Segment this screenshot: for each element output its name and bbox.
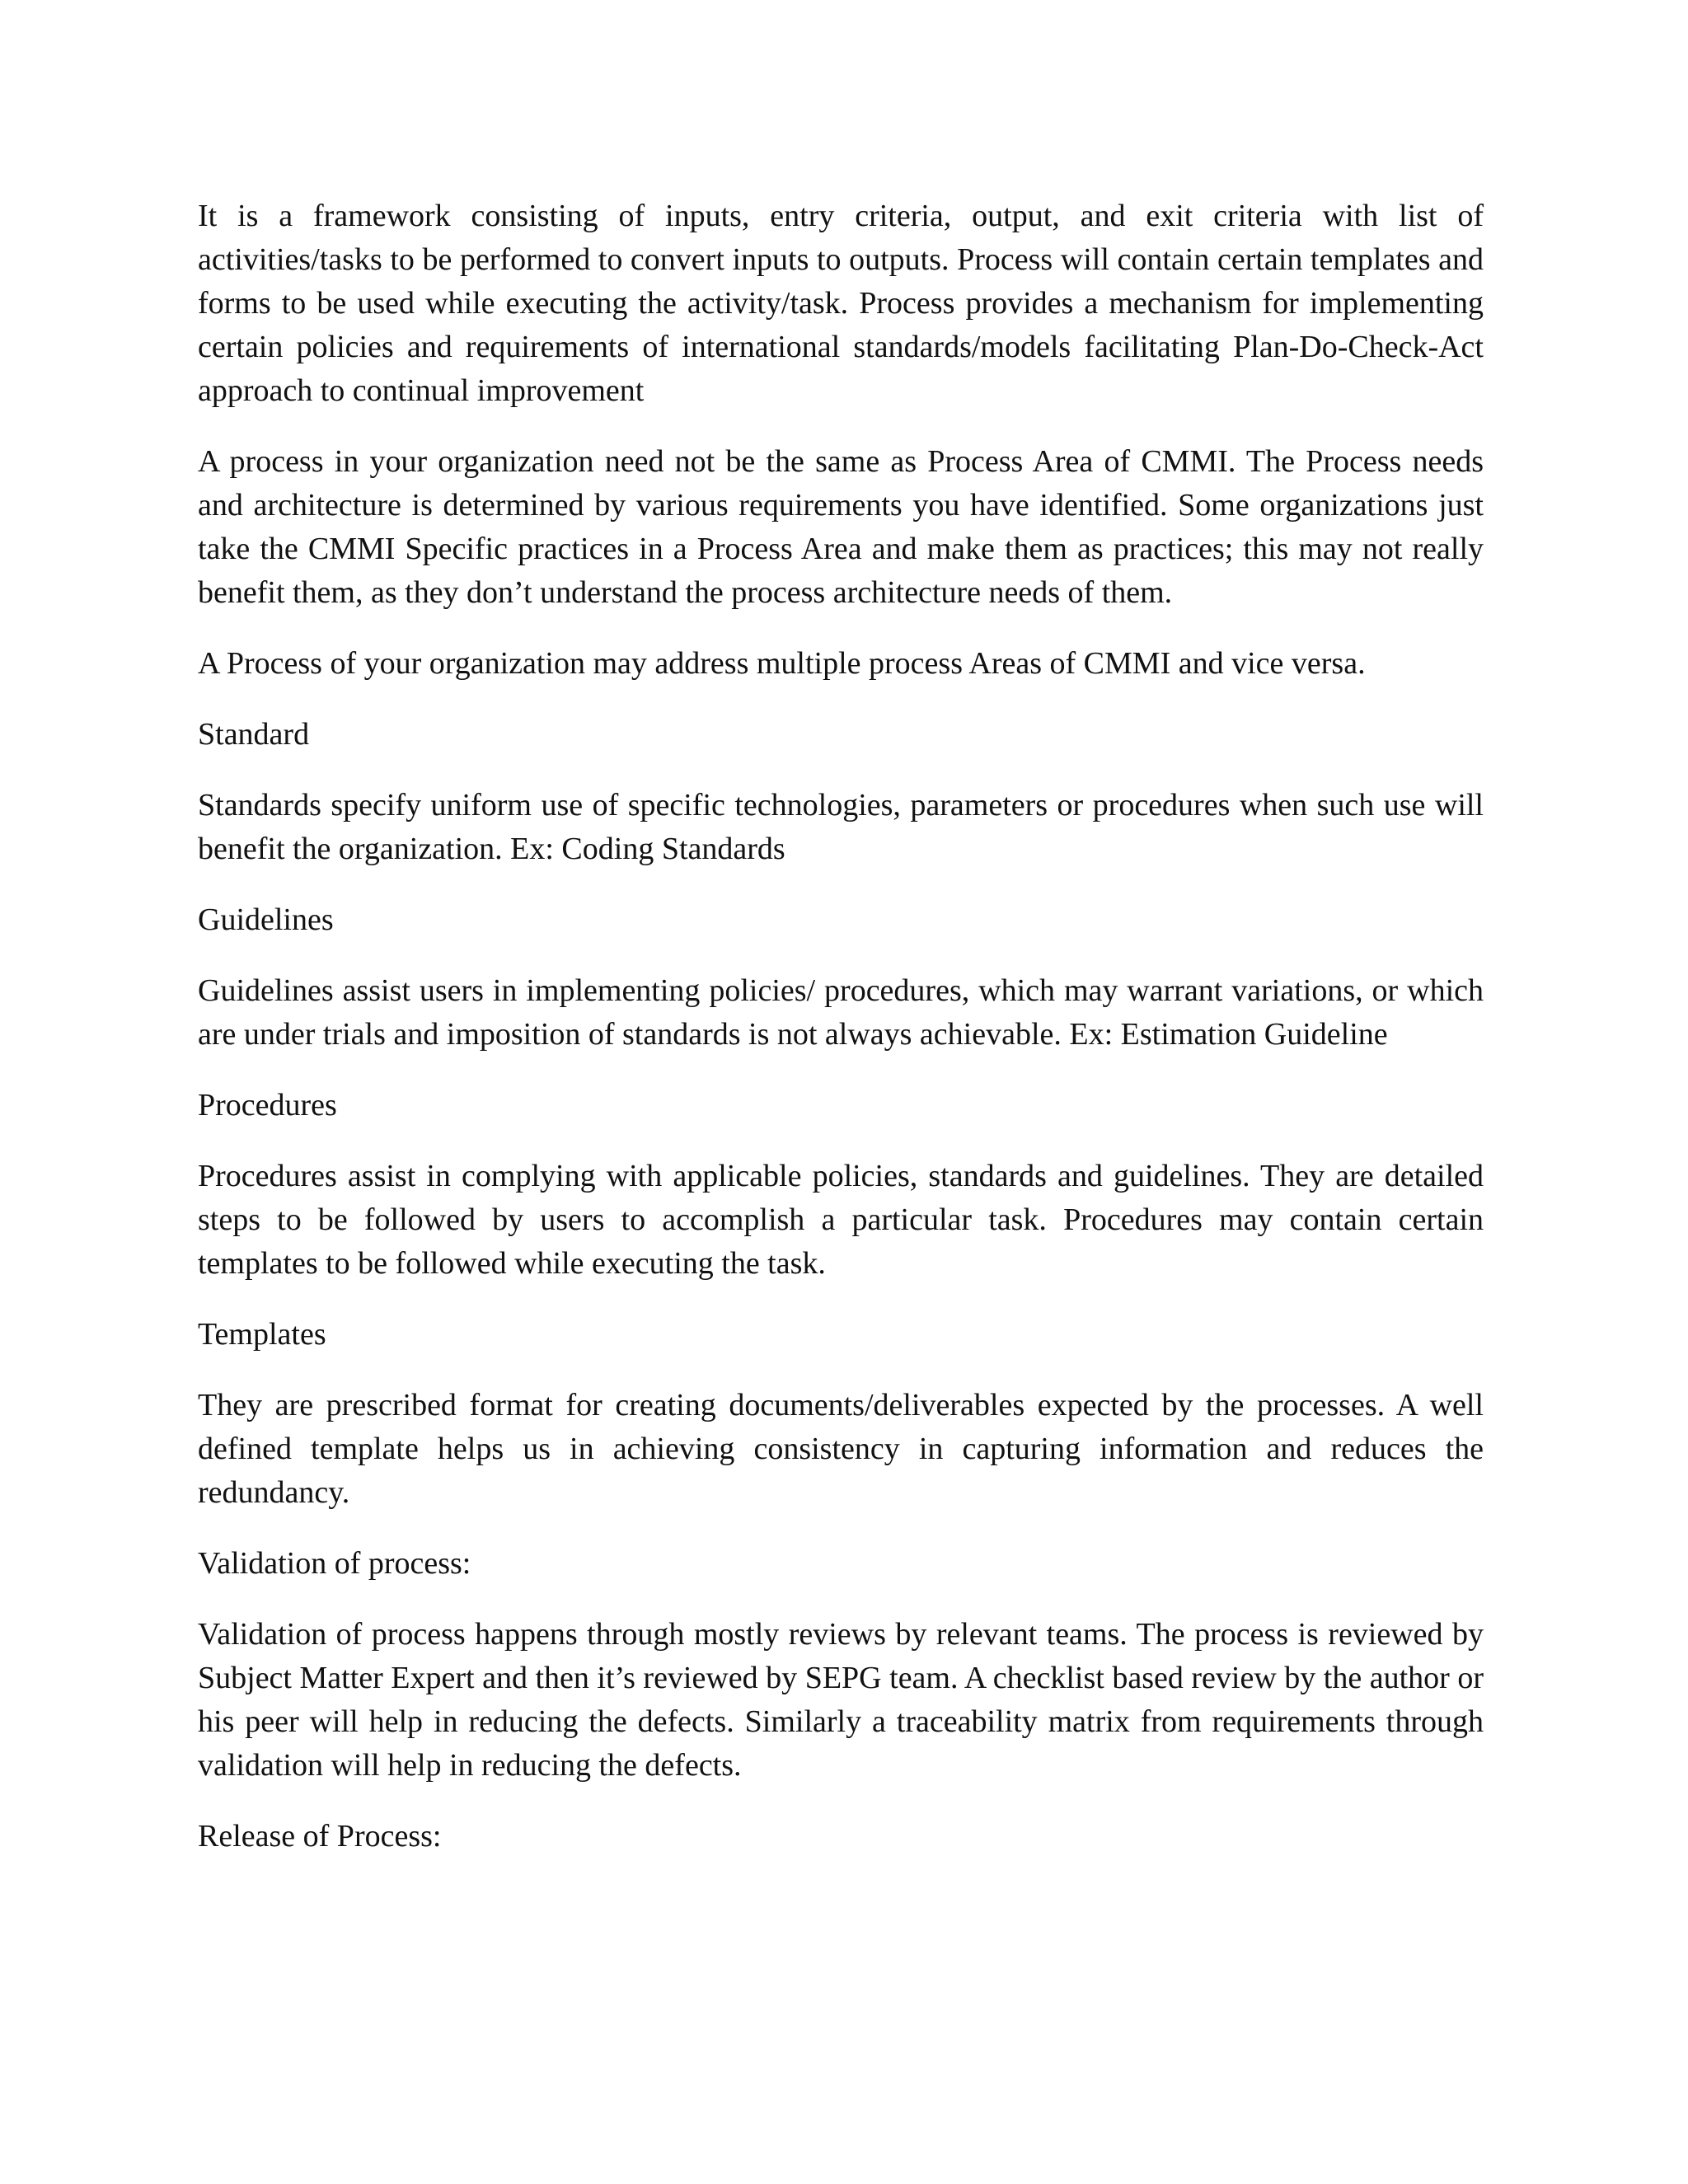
paragraph-validation: Validation of process happens through mostly reviews by relevant teams. The process is reviewed by Subject Matter Expert and then it’s reviewed by SEPG team. A checklist based review by the author or his peer will help in reducing the defects. Similarly a traceability matrix from requirements through validation will help in reducing the defects. <box>198 1617 1484 1783</box>
paragraph-process-vs-cmmi: A process in your organization need not be the same as Process Area of CMMI. The Process needs and architecture is determined by various requirements you have identified. Some organizations just take the CMMI Specific practices in a Process Area and make them as practices; this may not really benefit them, as they don’t understand the process architecture needs of them. <box>198 444 1484 610</box>
heading-templates: Templates <box>198 1317 326 1352</box>
paragraph-process-framework: It is a framework consisting of inputs, entry criteria, output, and exit criteria with list of activities/tasks to be performed to convert inputs to outputs. Process will contain certain templates and forms to be used while executing the activity/task. Process provides a mechanism for implementing certain policies and requirements of international standards/models facilitating Plan-Do-Check-Act approach to continual improvement <box>198 199 1484 408</box>
document-page <box>198 194 1484 1886</box>
heading-release-of-process: Release of Process: <box>198 1819 442 1854</box>
heading-validation-of-process: Validation of process: <box>198 1546 471 1581</box>
paragraph-guidelines: Guidelines assist users in implementing policies/ procedures, which may warrant variations, or which are under trials and imposition of standards is not always achievable. Ex: Estimation Guideline <box>198 973 1484 1052</box>
paragraph-process-areas: A Process of your organization may address multiple process Areas of CMMI and vice versa. <box>198 646 1366 681</box>
heading-standard: Standard <box>198 717 310 752</box>
paragraph-templates: They are prescribed format for creating documents/deliverables expected by the processes. A well defined template helps us in achieving consistency in capturing information and reduces the redundancy. <box>198 1388 1484 1510</box>
heading-guidelines: Guidelines <box>198 902 334 937</box>
paragraph-standards: Standards specify uniform use of specific technologies, parameters or procedures when such use will benefit the organization. Ex: Coding Standards <box>198 788 1484 866</box>
paragraph-procedures: Procedures assist in complying with applicable policies, standards and guidelines. They are detailed steps to be followed by users to accomplish a particular task. Procedures may contain certain templates to be followed while executing the task. <box>198 1159 1484 1281</box>
heading-procedures: Procedures <box>198 1088 337 1122</box>
